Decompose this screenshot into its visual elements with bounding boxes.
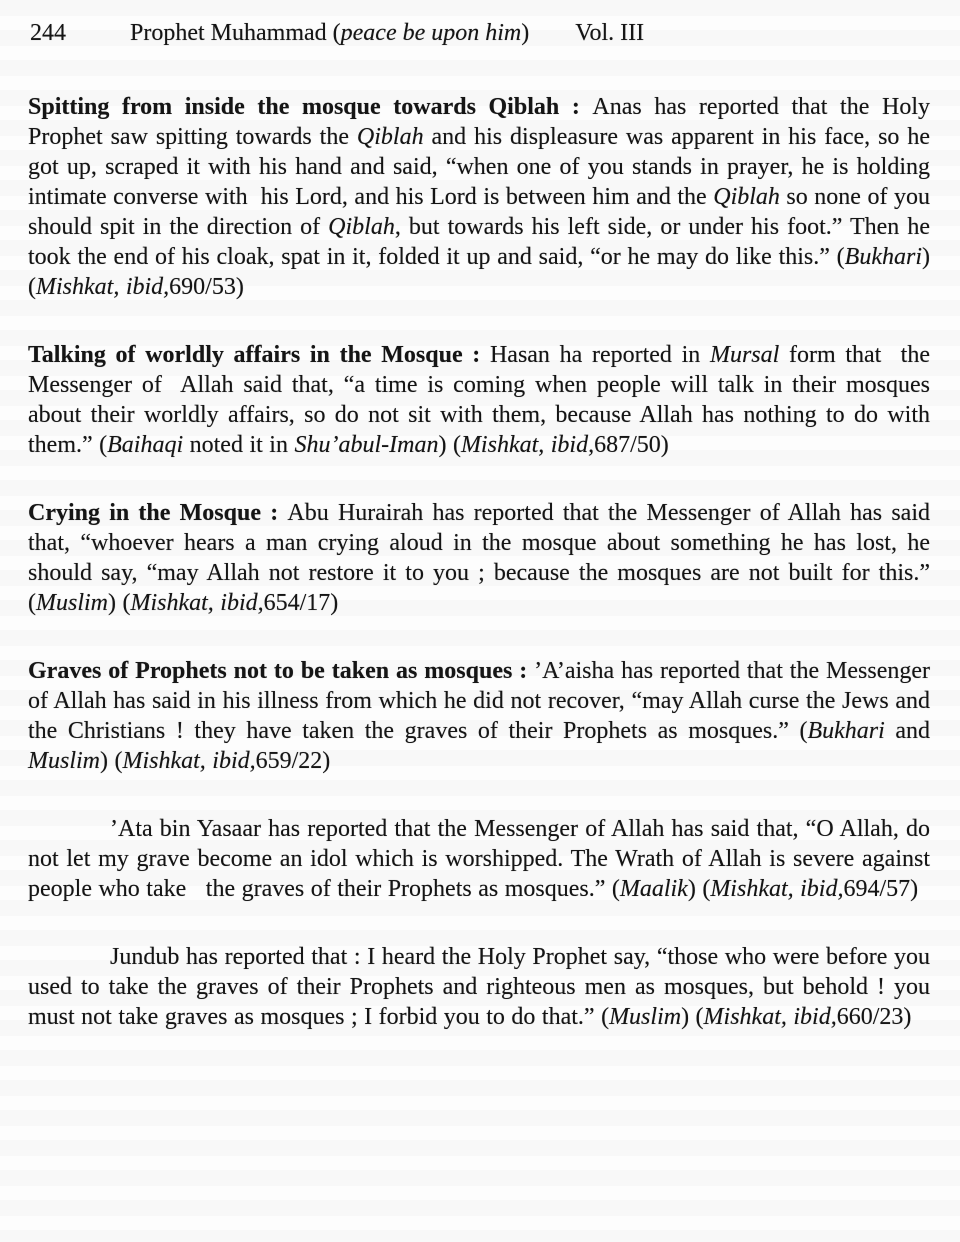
paragraph-crying-in-the-mosque: Crying in the Mosque : Abu Hurairah has reported that the Messenger of Allah has said that, “whoever hears a man crying aloud in the mosque about something he has lost, he should say, “may Allah not restore it to you ; because the mosques are not built for this.” (Muslim) (Mishkat, ibid,654/17) (28, 500, 930, 616)
page-header (28, 18, 930, 48)
paragraph-talking-of-worldly-affairs: Talking of worldly affairs in the Mosque : Hasan ha reported in Mursal form that the Messenger of Allah said that, “a time is coming when people will talk in their mosques about their worldly affairs, so do not sit with them, because Allah has nothing to do with them.” (Baihaqi noted it in Shu’abul-Iman) (Mishkat, ibid,687/50) (28, 342, 930, 458)
paragraph-graves-of-prophets: Graves of Prophets not to be taken as mosques : ’A’aisha has reported that the Messenger of Allah has said in his illness from which he did not recover, “may Allah curse the Jews and the Christians ! they have taken the graves of their Prophets as mosques.” (Bukhari and Muslim) (Mishkat, ibid,659/22) (28, 658, 931, 774)
running-title: Prophet Muhammad (peace be upon him) (130, 20, 530, 46)
paragraph-jundub: Jundub has reported that : I heard the Holy Prophet say, “those who were before you used to take the graves of their Prophets and righteous men as mosques, but behold ! you must not take graves as mosques ; I forbid you to do that.” (Muslim) (Mishkat, ibid,660/23) (28, 944, 930, 1030)
paragraph-ata-bin-yasaar: ’Ata bin Yasaar has reported that the Messenger of Allah has said that, “O Allah, do not let my grave become an idol which is worshipped. The Wrath of Allah is severe against people who take the graves of their Prophets as mosques.” (Maalik) (Mishkat, ibid,694/57) (28, 816, 930, 902)
paragraph-spitting-from-inside-the-mosque: Spitting from inside the mosque towards Qiblah : Anas has reported that the Holy Prophet saw spitting towards the Qiblah and his displeasure was apparent in his face, so he got up, scraped it with his hand and said, “when one of you stands in prayer, he is holding intimate converse with his Lord, and his Lord is between him and the Qiblah so none of you should spit in the direction of Qiblah, but towards his left side, or under his foot.” Then he took the end of his cloak, spat in it, folded it up and said, “or he may do like this.” (Bukhari) (Mishkat, ibid,690/53) (28, 94, 930, 300)
page-number: 244 (30, 20, 66, 46)
volume-label: Vol. III (575, 20, 645, 46)
